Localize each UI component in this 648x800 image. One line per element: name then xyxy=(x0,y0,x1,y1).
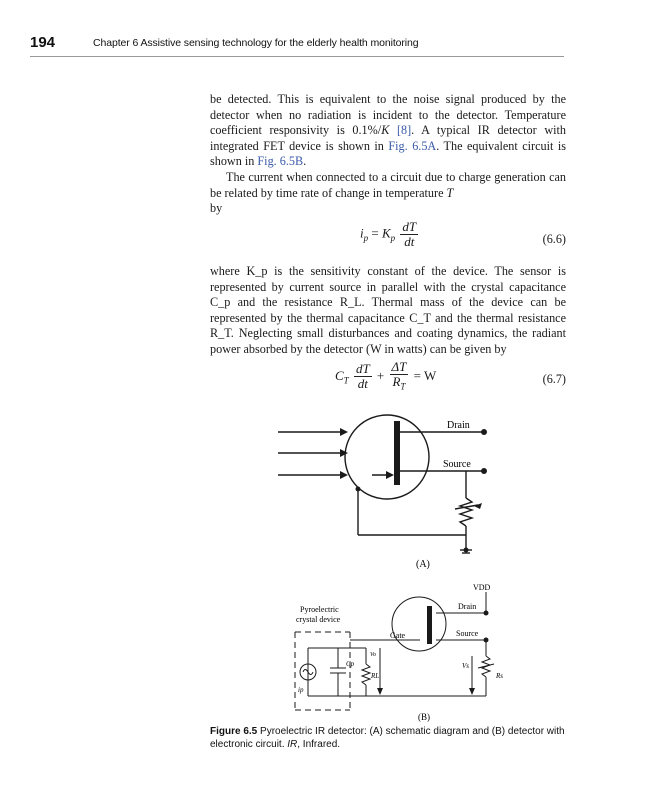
gate-arrowhead xyxy=(386,471,394,479)
vs-label: Vs xyxy=(462,662,469,670)
figure-6-5a xyxy=(270,405,500,575)
arrowhead-3 xyxy=(340,471,348,479)
fig-6-5a-link[interactable]: Fig. 6.5A xyxy=(388,138,437,153)
rl-resistor xyxy=(362,664,370,685)
source-label: Source xyxy=(443,459,471,470)
para1-after-ref: . A typical IR detector with integrated FET device is shown in xyxy=(210,123,566,153)
unit-k: K xyxy=(381,123,390,138)
para1-text: be detected. This is equivalent to the noise signal produced by the detector when no radiation is incident to the detector. Temperature coefficient responsivity is 0.1%/ xyxy=(210,92,566,138)
figure-6-5b xyxy=(290,580,520,722)
paragraph-3 xyxy=(210,264,566,358)
drain-node-b xyxy=(484,611,489,616)
drain-label: Drain xyxy=(447,420,470,431)
source-node-b xyxy=(484,638,489,643)
fet-channel-b xyxy=(427,606,432,644)
para1-end: . xyxy=(303,154,307,169)
para2-by: by xyxy=(210,201,223,216)
arrowhead-1 xyxy=(340,428,348,436)
vs-arrowhead xyxy=(469,688,475,695)
pyroelectric-label: Pyroelectric xyxy=(300,605,339,614)
vo-label: Vo xyxy=(370,652,376,658)
rl-label: RL xyxy=(371,672,380,680)
variable-resistor xyxy=(460,498,472,526)
fet-channel xyxy=(394,421,400,485)
equation-6-7: $C_T$ $\frac{dT}{dt}$ + $\frac{\Delta T}{R_T}$ = W (6.7) xyxy=(335,359,566,392)
caption-ir: IR xyxy=(287,739,298,750)
para2-text: The current when connected to a circuit due to charge generation can be related by time rate of change in temperature xyxy=(210,169,566,200)
equation-number-6-7: (6.7) xyxy=(542,372,566,386)
fig-6-5b-link[interactable]: Fig. 6.5B xyxy=(257,154,304,169)
figure-caption xyxy=(210,725,570,751)
running-header xyxy=(30,32,564,57)
paragraph-1 xyxy=(210,92,566,217)
ref-link[interactable]: [8] xyxy=(396,123,412,138)
gate-node xyxy=(356,487,361,492)
caption-ir-text: , Infrared. xyxy=(297,739,341,750)
rs-label: Rs xyxy=(496,672,503,680)
drain-label-b: Drain xyxy=(458,602,477,611)
para3-text: where K_p is the sensitivity constant of the device. The sensor is represented by current source in parallel with the crystal capacitance C_p and the resistance R_L. Thermal mass of the device can be represented by the thermal capacitance C_T and the thermal resistance R_T. Neglecting small disturbances and coating dynamics, the radiant power absorbed by the detector (W in watts) can be given by xyxy=(210,264,566,356)
page-number: 194 xyxy=(30,34,56,51)
ground-node xyxy=(464,548,469,553)
arrowhead-2 xyxy=(340,449,348,457)
running-title: Chapter 6 Assistive sensing technology for the elderly health monitoring xyxy=(93,37,419,49)
vdd-label: VDD xyxy=(473,583,491,592)
para2-T: T xyxy=(446,185,454,200)
equation-number-6-6: (6.6) xyxy=(542,232,566,246)
wiper-arrowhead xyxy=(474,503,482,509)
crystal-device-label: crystal device xyxy=(296,615,341,624)
para1-mid: . The equivalent circuit is shown in xyxy=(210,138,567,169)
caption-label: Figure 6.5 xyxy=(210,726,258,737)
rs-wiper xyxy=(478,664,494,668)
source-terminal xyxy=(481,468,487,474)
cp-label: Cp xyxy=(346,660,355,668)
figure-b-label: (B) xyxy=(418,712,430,722)
ip-label: ip xyxy=(298,686,304,694)
drain-terminal xyxy=(481,429,487,435)
source-label-b: Source xyxy=(456,629,479,638)
fet-circle-b xyxy=(392,597,446,651)
caption-text: Pyroelectric IR detector: (A) schematic diagram and (B) detector with electronic circuit. xyxy=(210,726,565,750)
equation-6-6: $i_p = K_p$ $\frac{dT}{dt}$ (6.6) xyxy=(360,219,566,249)
fet-circle xyxy=(345,415,429,499)
figure-a-label: (A) xyxy=(416,559,430,570)
gate-label: Gate xyxy=(390,631,406,640)
vo-arrowhead xyxy=(377,688,383,695)
